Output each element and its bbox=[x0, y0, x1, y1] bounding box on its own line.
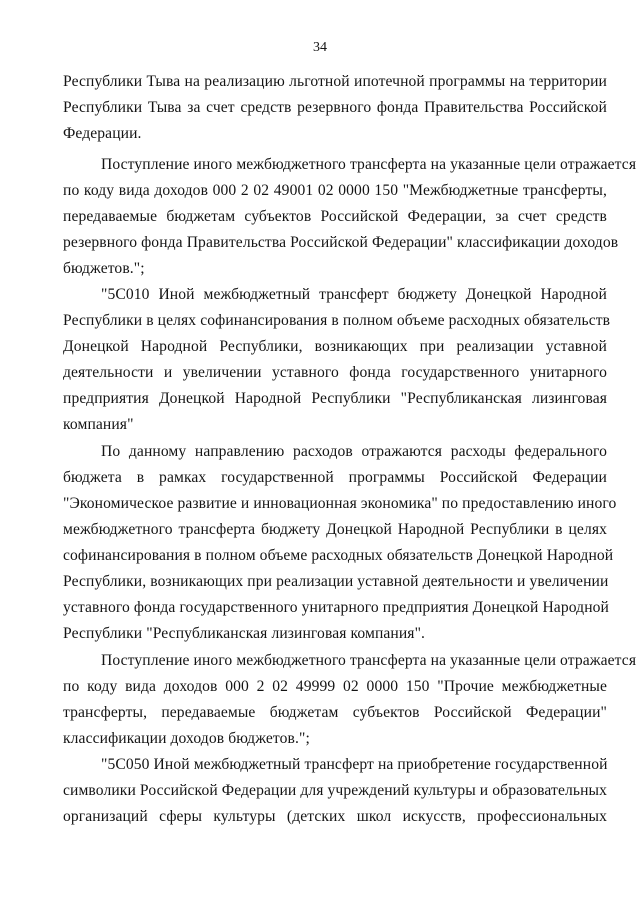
text-line: Республики Тыва на реализацию льготной ипотечной программы на территории bbox=[63, 73, 607, 90]
text-line: уставного фонда государственного унитарного предприятия Донецкой Народной bbox=[63, 599, 609, 616]
text-line: Поступление иного межбюджетного трансферта на указанные цели отражается bbox=[101, 156, 637, 173]
text-line: "5С050 Иной межбюджетный трансферт на приобретение государственной bbox=[101, 756, 608, 773]
text-line: предприятия Донецкой Народной Республики "Республиканская лизинговая bbox=[63, 390, 607, 407]
text-line: по коду вида доходов 000 2 02 49999 02 0000 150 "Прочие межбюджетные bbox=[63, 678, 607, 695]
text-line: передаваемые бюджетам субъектов Российской Федерации, за счет средств bbox=[63, 208, 607, 225]
text-line: софинансирования в полном объеме расходных обязательств Донецкой Народной bbox=[63, 547, 614, 564]
text-line: Донецкой Народной Республики, возникающих при реализации уставной bbox=[63, 338, 607, 355]
text-line: организаций сферы культуры (детских школ искусств, профессиональных bbox=[63, 808, 607, 825]
text-line: компания" bbox=[63, 416, 134, 433]
text-line: По данному направлению расходов отражаются расходы федерального bbox=[101, 443, 607, 460]
text-line: Поступление иного межбюджетного трансферта на указанные цели отражается bbox=[101, 652, 637, 669]
text-line: "5С010 Иной межбюджетный трансферт бюджету Донецкой Народной bbox=[101, 286, 607, 303]
text-line: классификации доходов бюджетов."; bbox=[63, 730, 310, 747]
text-line: бюджетов."; bbox=[63, 260, 145, 277]
text-line: Республики Тыва за счет средств резервного фонда Правительства Российской bbox=[63, 99, 607, 116]
text-line: Республики в целях софинансирования в полном объеме расходных обязательств bbox=[63, 312, 611, 329]
text-line: деятельности и увеличении уставного фонда государственного унитарного bbox=[63, 364, 607, 381]
text-line: Федерации. bbox=[63, 125, 142, 142]
text-line: Республики "Республиканская лизинговая компания". bbox=[63, 625, 426, 642]
text-line: резервного фонда Правительства Российской Федерации" классификации доходов bbox=[63, 234, 619, 251]
text-line: бюджета в рамках государственной программы Российской Федерации bbox=[63, 469, 607, 486]
text-line: трансферты, передаваемые бюджетам субъектов Российской Федерации" bbox=[63, 704, 607, 721]
text-line: "Экономическое развитие и инновационная экономика" по предоставлению иного bbox=[63, 495, 617, 512]
text-line: межбюджетного трансферта бюджету Донецкой Народной Республики в целях bbox=[63, 521, 607, 538]
text-line: Республики, возникающих при реализации уставной деятельности и увеличении bbox=[63, 573, 609, 590]
text-line: по коду вида доходов 000 2 02 49001 02 0000 150 "Межбюджетные трансферты, bbox=[63, 182, 607, 199]
page-number: 34 bbox=[313, 40, 327, 55]
text-line: символики Российской Федерации для учреждений культуры и образовательных bbox=[63, 782, 607, 799]
